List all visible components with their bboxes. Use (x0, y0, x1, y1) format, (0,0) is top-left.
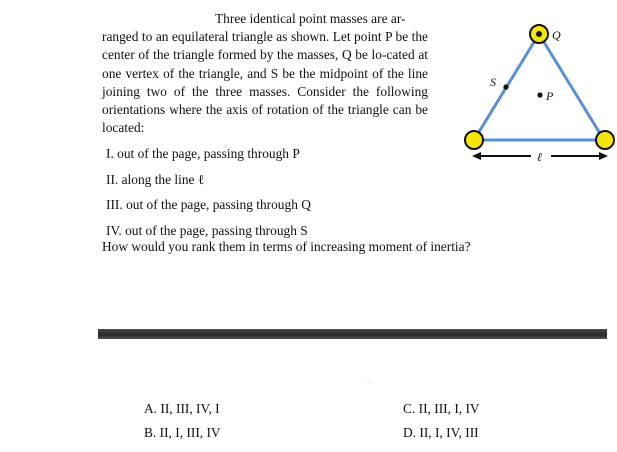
arrowhead-right (599, 152, 608, 160)
label-p: P (546, 89, 554, 103)
orientation-2: II. along the line ℓ (106, 172, 205, 187)
label-q: Q (552, 28, 561, 42)
label-line-l: ℓ (537, 150, 542, 164)
orientation-1: I. out of the page, passing through P (106, 146, 300, 161)
point-s-dot (503, 84, 508, 89)
orientation-4: IV. out of the page, passing through S (106, 223, 308, 238)
separator-bar (98, 329, 607, 339)
separator-dots: · · · (364, 381, 373, 387)
point-p-dot (537, 92, 542, 97)
problem-first-line: Three identical point masses are ar- (215, 11, 406, 26)
orientation-3: III. out of the page, passing through Q (106, 197, 311, 212)
answer-d[interactable]: D. II, I, IV, III (403, 425, 479, 440)
label-s: S (490, 75, 496, 89)
problem-body: ranged to an equilateral triangle as shown. Let point P be the center of the triangle formed by the masses, Q be lo-cated at one vertex of the triangle, and S be the midpoint of the line joining two of the three masses. Consider the following orientations where the axis of rotation of the triangle can be located: (102, 29, 428, 136)
answer-a[interactable]: A. II, III, IV, I (144, 401, 220, 416)
answer-b[interactable]: B. II, I, III, IV (144, 425, 221, 440)
triangle-side-right (539, 34, 604, 140)
answer-c[interactable]: C. II, III, I, IV (403, 401, 480, 416)
arrowhead-left (472, 152, 481, 160)
mass-right (596, 131, 614, 149)
mass-left (465, 131, 483, 149)
point-q-dot (536, 31, 542, 37)
question-text: How would you rank them in terms of increasing moment of inertia? (102, 239, 471, 254)
